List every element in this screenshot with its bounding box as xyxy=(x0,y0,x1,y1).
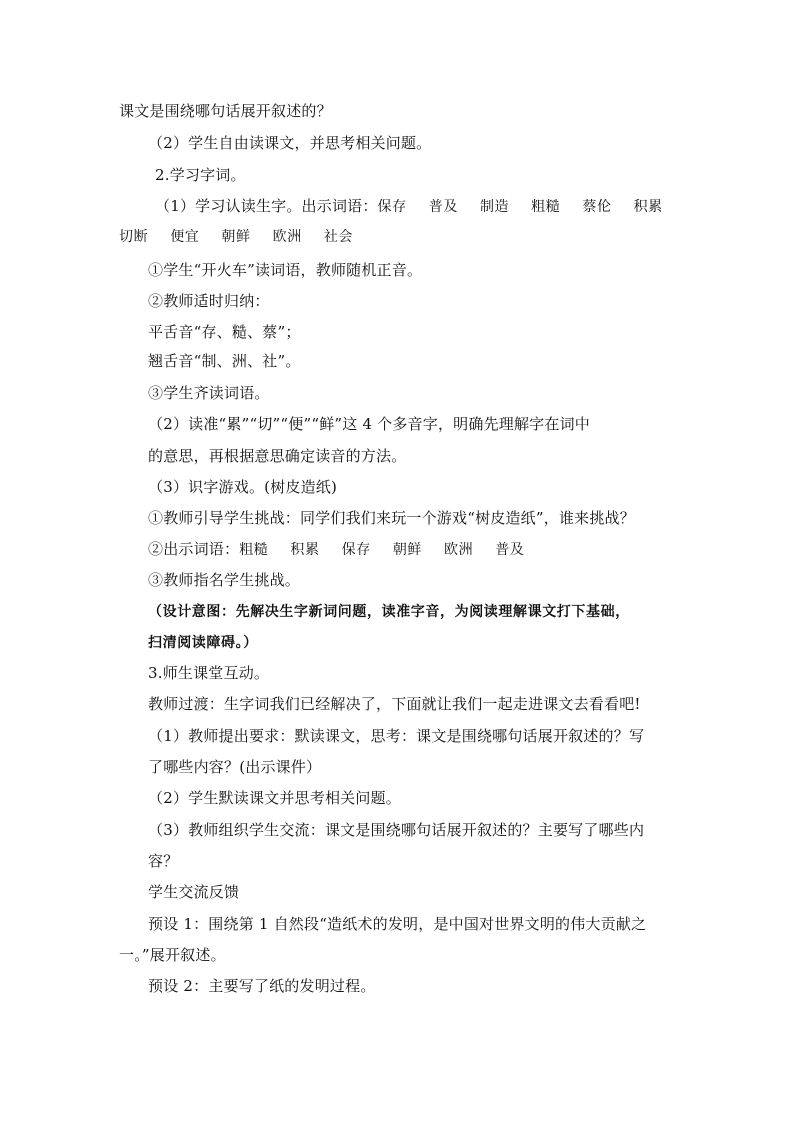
text-line: 翘舌音“制、洲、社”。 xyxy=(148,352,301,370)
text-line: ③学生齐读词语。 xyxy=(148,384,270,402)
vocab-word: 普及 xyxy=(495,542,525,558)
text-line: ③教师指名学生挑战。 xyxy=(148,571,301,589)
text-line: 了哪些内容？(出示课件） xyxy=(148,758,322,776)
vocab-word: 积累 xyxy=(633,199,663,215)
vocab-word: 切断 xyxy=(119,229,149,245)
vocab-word: 朝鲜 xyxy=(392,542,423,558)
text-line-vocab-3 xyxy=(148,539,524,560)
design-intent-note: 扫清阅读障碍。） xyxy=(148,635,258,651)
text-line: （3）识字游戏。(树皮造纸) xyxy=(148,478,338,496)
text-line: （1）教师提出要求：默读课文，思考：课文是围绕哪句话展开叙述的？写 xyxy=(148,727,645,745)
text-line: 平舌音“存、糙、蔡”； xyxy=(148,323,301,341)
text-line: 预设 2：主要写了纸的发明过程。 xyxy=(148,977,376,995)
text-line: 的意思，再根据意思确定读音的方法。 xyxy=(148,447,407,465)
text-line-vocab-2 xyxy=(119,227,353,247)
text-line: 2.学习字词。 xyxy=(155,166,246,184)
vocab-word: 蔡伦 xyxy=(582,199,612,215)
text-line: 学生交流反馈 xyxy=(148,883,240,901)
text-line: 一。”展开叙述。 xyxy=(119,946,226,964)
text-line: 3.师生课堂互动。 xyxy=(148,664,270,682)
vocab-word-list xyxy=(378,199,663,215)
text-line: ②教师适时归纳： xyxy=(148,292,270,310)
vocab-label: ②出示词语： xyxy=(148,540,240,558)
text-line: 教师过渡：生字词我们已经解决了，下面就让我们一起走进课文去看看吧! xyxy=(148,695,641,713)
text-line-vocab-1 xyxy=(155,196,663,217)
vocab-word: 粗糙 xyxy=(239,542,269,558)
vocab-word: 普及 xyxy=(428,199,458,215)
text-line: 预设 1：围绕第 1 自然段“造纸术的发明，是中国对世界文明的伟大贡献之 xyxy=(148,915,647,933)
text-line: ①学生“开火车”读词语，教师随机正音。 xyxy=(148,261,423,279)
design-intent-note: （设计意图：先解决生字新词问题，读准字音，为阅读理解课文打下基础， xyxy=(148,604,630,620)
vocab-word: 保存 xyxy=(377,199,407,215)
text-line: （2）读准“累”“切”“便”“鲜”这 4 个多音字，明确先理解字在词中 xyxy=(148,415,590,433)
vocab-word: 朝鲜 xyxy=(221,229,251,245)
text-line: （2）学生默读课文并思考相关问题。 xyxy=(148,789,401,807)
vocab-label: （1）学习认读生字。出示词语： xyxy=(155,197,378,215)
vocab-word: 欧洲 xyxy=(444,542,474,558)
vocab-word: 欧洲 xyxy=(272,229,302,245)
vocab-word: 制造 xyxy=(479,199,510,215)
vocab-word: 便宜 xyxy=(170,229,200,245)
vocab-word: 保存 xyxy=(341,542,371,558)
vocab-word: 积累 xyxy=(290,542,320,558)
vocab-word: 社会 xyxy=(323,229,354,245)
vocab-word: 粗糙 xyxy=(531,199,561,215)
vocab-word-list xyxy=(239,542,524,558)
text-line: （2）学生自由读课文，并思考相关问题。 xyxy=(148,134,432,152)
text-line: （3）教师组织学生交流：课文是围绕哪句话展开叙述的？主要写了哪些内 xyxy=(148,821,645,839)
text-line: 课文是围绕哪句话展开叙述的？ xyxy=(119,102,332,120)
text-line: 容？ xyxy=(148,852,179,870)
text-line: ①教师引导学生挑战：同学们我们来玩一个游戏“树皮造纸”，谁来挑战？ xyxy=(148,509,635,527)
